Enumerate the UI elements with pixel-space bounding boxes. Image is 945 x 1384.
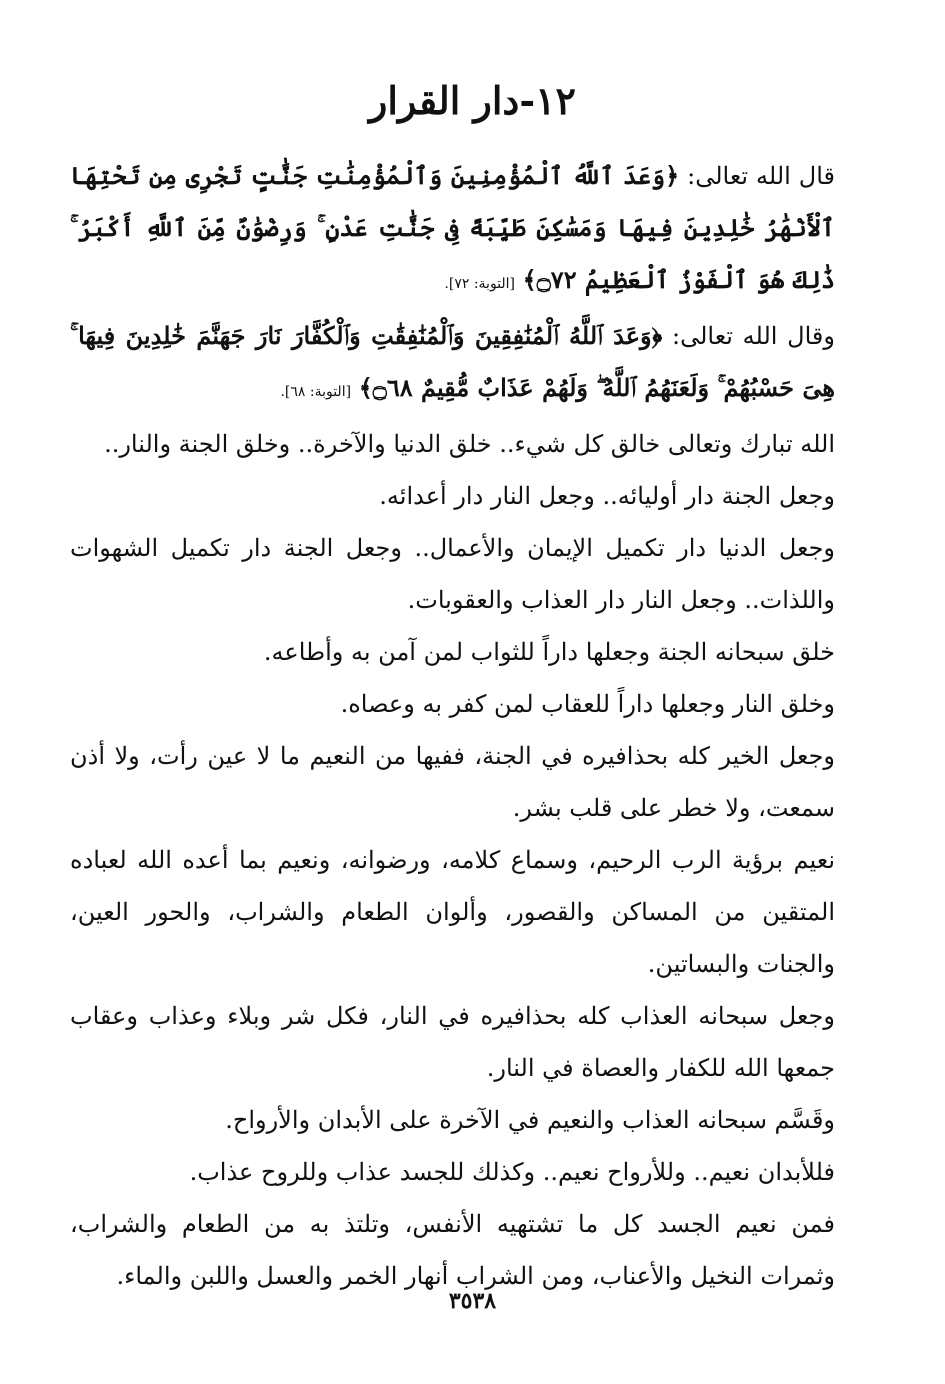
page-number: ٣٥٣٨ <box>448 1288 497 1314</box>
quran-quote-1 <box>70 150 835 310</box>
verse-reference: [التوبة: ٦٨]. <box>280 384 352 400</box>
paragraph: وقَسَّم سبحانه العذاب والنعيم في الآخرة على الأبدان والأرواح. <box>225 1106 835 1134</box>
quran-verse: ﴿وَعَدَ ٱللَّهُ ٱلْمُؤْمِنِينَ وَٱلْمُؤْمِنَٰتِ جَنَّٰتٍ تَجْرِى مِن تَحْتِهَا ٱلْأَنْهَٰرُ خَٰلِدِينَ فِيهَا وَمَسَٰكِنَ طَيِّبَةً فِى جَنَّٰتِ عَدْنٍ ۚ وَرِضْوَٰنٌ مِّنَ ٱللَّهِ أَكْبَرُ ۚ ذَٰلِكَ هُوَ ٱلْفَوْزُ ٱلْعَظِيمُ ۝٧٢﴾ <box>70 161 835 294</box>
paragraph: وجعل الدنيا دار تكميل الإيمان والأعمال.. وجعل الجنة دار تكميل الشهوات واللذات.. وجعل النار دار العذاب والعقوبات. <box>70 534 835 614</box>
paragraph: وجعل سبحانه العذاب كله بحذافيره في النار، فكل شر وبلاء وعذاب وعقاب جمعها الله للكفار والعصاة في النار. <box>70 1002 835 1082</box>
chapter-body <box>70 150 835 1302</box>
quote-intro: قال الله تعالى: <box>687 162 835 190</box>
paragraph: فللأبدان نعيم.. وللأرواح نعيم.. وكذلك للجسد عذاب وللروح عذاب. <box>189 1158 835 1186</box>
verse-reference: [التوبة: ٧٢]. <box>444 276 516 292</box>
quote-intro: وقال الله تعالى: <box>671 322 835 350</box>
paragraph: وخلق النار وجعلها داراً للعقاب لمن كفر به وعصاه. <box>340 690 835 718</box>
quran-verse: ﴿وَعَدَ ٱللَّهُ ٱلْمُنَٰفِقِينَ وَٱلْمُنَٰفِقَٰتِ وَٱلْكُفَّارَ نَارَ جَهَنَّمَ خَٰلِدِينَ فِيهَا ۚ هِىَ حَسْبُهُمْ ۚ وَلَعَنَهُمُ ٱللَّهُ ۖ وَلَهُمْ عَذَابٌ مُّقِيمٌ ۝٦٨﴾ <box>70 321 835 402</box>
paragraph: فمن نعيم الجسد كل ما تشتهيه الأنفس، وتلتذ به من الطعام والشراب، وثمرات النخيل والأعناب، ومن الشراب أنهار الخمر والعسل واللبن والماء. <box>70 1210 835 1290</box>
paragraph: وجعل الخير كله بحذافيره في الجنة، ففيها من النعيم ما لا عين رأت، ولا أذن سمعت، ولا خطر على قلب بشر. <box>70 742 835 822</box>
chapter-title: ١٢-دار القرار <box>369 78 576 123</box>
paragraph: وجعل الجنة دار أوليائه.. وجعل النار دار أعدائه. <box>379 482 835 510</box>
quran-quote-2 <box>70 310 835 418</box>
paragraph: خلق سبحانه الجنة وجعلها داراً للثواب لمن آمن به وأطاعه. <box>263 638 835 666</box>
paragraph: الله تبارك وتعالى خالق كل شيء.. خلق الدنيا والآخرة.. وخلق الجنة والنار.. <box>104 430 835 458</box>
paragraph: نعيم برؤية الرب الرحيم، وسماع كلامه، ورضوانه، ونعيم بما أعده الله لعباده المتقين من المساكن والقصور، وألوان الطعام والشراب، والحور العين، والجنات والبساتين. <box>70 846 835 978</box>
